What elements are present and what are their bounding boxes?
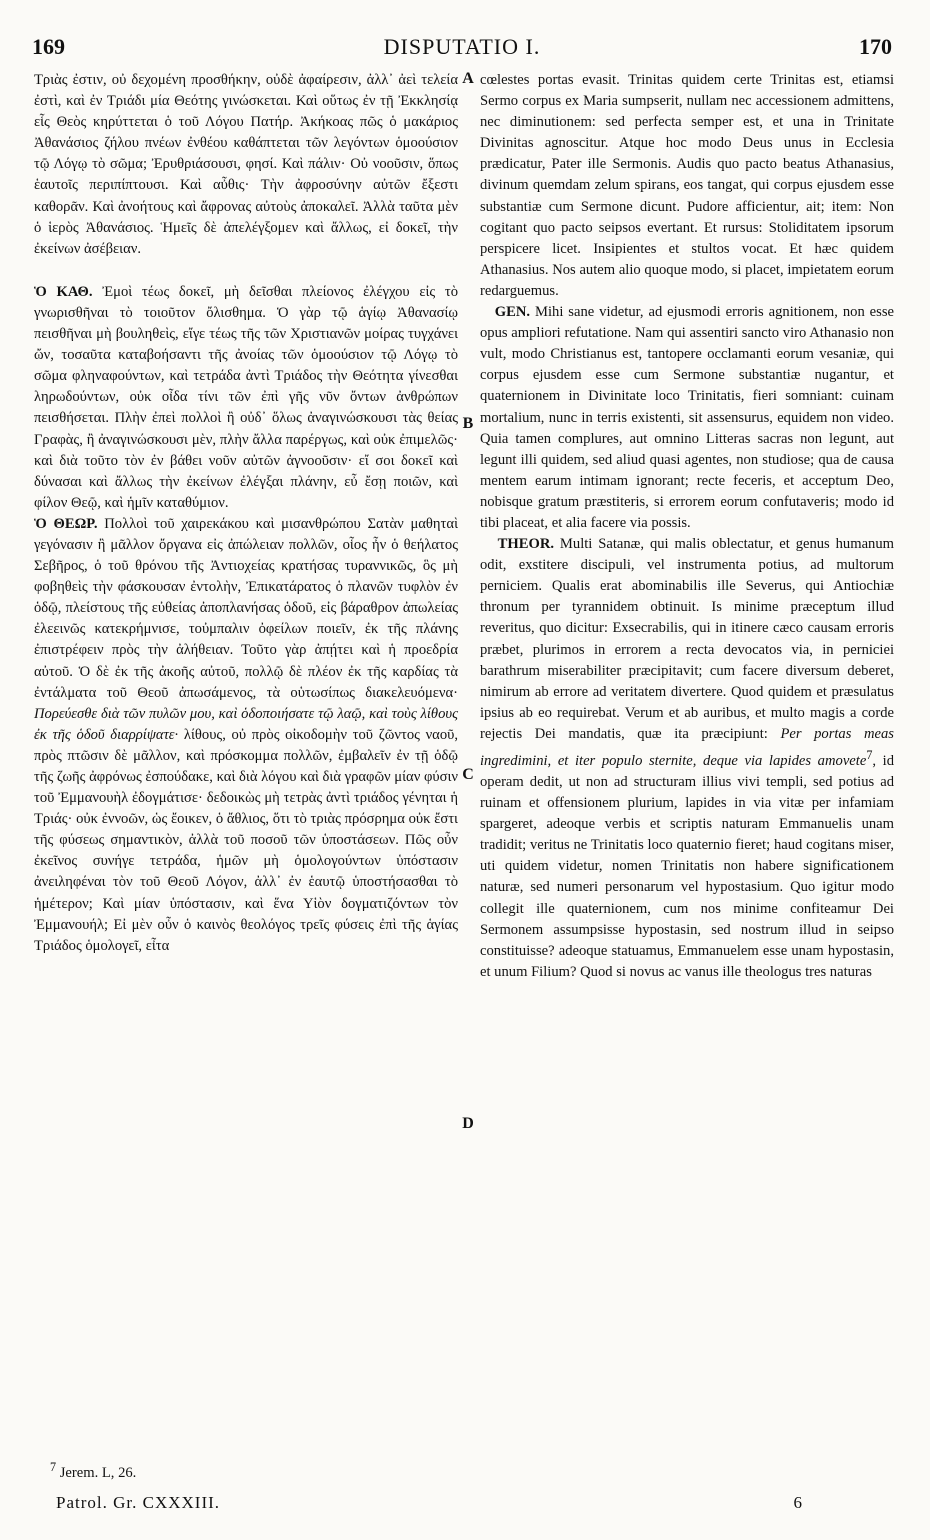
greek-speaker-theor: Ὁ ΘΕΩΡ. (34, 515, 98, 532)
page-number-right: 170 (859, 34, 892, 59)
greek-speaker-kath: Ὁ ΚΑΘ. (34, 283, 93, 300)
greek-column (34, 70, 458, 957)
greek-paragraph-2-text: Ἐμοὶ τέως δοκεῖ, μὴ δεῖσθαι πλείονος ἐλέγχου εἰς τὸ γνωρισθῆναι τὸ τοιοῦτον ὄλισθημα. Ὁ γὰρ τῷ ἁγίῳ Ἀθανασίῳ πεισθῆναι μὴ βουληθεὶς, εἴγε τέως τῆς τῶν Χριστιανῶν μοίρας τυγχάνει ὤν, τοσαῦτα καταβοήσαντι τῆς ἀνοίας τῶν ὁμοούσιον τῷ Λόγῳ τὸ σῶμα φληναφούντων, καὶ τετράδα ἀντὶ Τριάδος τὴν Θεότητα γίνεσθαι ληρωδούντων, οὐκ οἶδα τίνι τῶν ἐπὶ γῆς νῦν ὄντων ἀνθρώπων πεισθήσεται. Πλὴν ἐπεὶ πολλοὶ ἢ οὐδ᾽ ὅλως ἀναγινώσκουσι τὰς θείας Γραφὰς, ἢ ἀναγινώσκουσι μὲν, πλὴν ἄλλα παρέργως, καὶ οὐκ ἐπιμελῶς· καὶ διὰ τοῦτο τὸν ἐν βάθει νοῦν αὐτῶν ἀγνοοῦσιν· εἴ σοι δοκεῖ καὶ δύνασαι καὶ ἄλλως τὴν ἐκείνων ἐλέγξαι πλάνην, εὖ ἔσῃ ποιῶν, καὶ φίλον Θεῷ, καὶ ἡμῖν καταθύμιον. (34, 283, 458, 511)
latin-scripture-quote: Per portas meas ingredimini, et iter populo sternite, deque via lapides amovete (480, 725, 894, 769)
footer-sheet-number: 6 (793, 1493, 802, 1512)
greek-paragraph-3a-text: Πολλοὶ τοῦ χαιρεκάκου καὶ μισανθρώπου Σατὰν μαθηταὶ γεγόνασιν ἢ μᾶλλον ὄργανα εἰς ἀπώλειαν πολλῶν, οἷος ἦν ὁ θεήλατος Σεβῆρος, ὁ τοῦ θρόνου τῆς Ἀντιοχείας κρατήσας τυραννικῶς, ὃς μὴ φοβηθεὶς τὴν φάσκουσαν ἐντολὴν, Ἐπικατάρατος ὁ πλανῶν τυφλὸν ἐν ὁδῷ, πλείστους τῆς εὐθείας ἀποπλανήσας ὁδοῦ, εἰς βάραθρον ἀπωλείας ἐλεεινῶς κατεκρήμνισε, τοὐμπαλιν ὀφείλων ποιεῖν, ἐκ τῆς πλάνης ἐπιστρέφειν πρὸς τὴν ἀλήθειαν. Τοῦτο γὰρ ἀπῄτει καὶ ἡ προεδρία αὐτοῦ. Ὁ δὲ ἐκ τῆς ἀκοῆς αὐτοῦ, πολλῷ δὲ πλέον ἐκ τῆς καρδίας τὰ ἐντάλματα τοῦ Θεοῦ ἀπωσάμενος, τὰ οὑτωσίπως διακελευόμενα· (34, 515, 458, 701)
latin-paragraph-3 (480, 534, 894, 983)
greek-scripture-quote: Πορεύεσθε διὰ τῶν πυλῶν μου, καὶ ὁδοποιήσατε τῷ λαῷ, καὶ τοὺς λίθους ἐκ τῆς ὁδοῦ διαρρίψατε· (34, 705, 458, 743)
latin-paragraph-3b-text: , id operam dedit, ut non ad structuram illius vivi templi, sed potius ad ruinam et offensionem plurium, lapides in via vitæ per infamiam spargeret, adeoque verbis et scriptis naturam Emmanuelis unam tradidit; veritus ne Trinitatis loco quaternio fieret; haud cogitans miser, uti quidem videtur, nomen Trinitatis non habere significationem naturæ, sed numeri personarum vel hypostasium. Quo igitur modo collegit ille quaternionem, cum nos minime confiteamur Dei Sermonem assumpsisse hypostasin, sed nostrum illud in seipso constituisse? adeoque statuamus, Emmanuelem esse unam hypostasin, et unum Filium? Quod si novus ac vanus ille theologus tres naturas (480, 752, 895, 980)
latin-footnote-ref: 7 (866, 748, 873, 762)
latin-paragraph-2-text: Mihi sane videtur, ad ejusmodi erroris agnitionem, non esse opus ampliori refutatione. Nam qui assentiri sancto viro Athanasio non vult, modo Christianus est, tantopere occlamanti eorum vesaniæ, qui corpus ejusdem esse cum Sermone substantiæ nugantur, et quaternionem in Divinitate loco Trinitatis, fieri somniant: cuinam mortalium, nunc in terris existenti, sit assensurus, equidem non video. Quia tamen complures, aut omnino Litteras sacras non legunt, aut legunt illi quidem, sed aliud quasi agentes, non studiose; qua de causa mentem earum intimam ignorant; recte feceris, et acceptum Deo, nobisque gratum præstiteris, si errorem eorum confutaveris; modo id tibi placeat, et alia facere via possis. (480, 304, 894, 531)
footer-signature: Patrol. Gr. CXXXIII. (56, 1493, 221, 1512)
column-marker-c: C (462, 766, 474, 783)
latin-speaker-theor: THEOR. (497, 536, 555, 553)
page-number-left: 169 (32, 34, 65, 59)
column-marker-a: A (462, 70, 474, 87)
greek-paragraph-3 (34, 514, 458, 957)
column-marker-b: B (462, 415, 474, 432)
latin-paragraph-1: cœlestes portas evasit. Trinitas quidem certe Trinitas est, etiamsi Sermo corpus ex Maria sumpserit, nullam nec accessionem admittens, nec diminutionem: sed perfecta semper est, et una in Trinitate Divinitas agnoscitur. Atque hoc modo Deus unus in Ecclesia prædicatur, Pater ille Sermonis. Audis quo pacto beatus Athanasius, divinum quemdam zelum spirans, eos tangat, qui corpus ejusdem esse substantiæ cum Sermone dicunt. Pudore afficientur, ait; item: Non cogitant quo pacto seipsos evertant. Et rursus: Stoliditatem ipsorum perspicere licet. Insipientes et stultos vocat. Et hæc quidem Athanasius. Nos autem alio quoque modo, si placet, impietatem eorum redarguemus. (480, 72, 894, 299)
latin-paragraph-3a-text: Multi Satanæ, qui malis oblectatur, et genus humanum odit, exstitere discipuli, vel instrumenta potius, ad multorum perniciem. Qualis erat abominabilis ille Severus, qui Antiochiæ thronum per tyrannidem obtinuit. Is minime præceptum illud reveritus, quo dicitur: Exsecrabilis, qui in itinere cæco causam erroris præbet, plurimos in errorem a recta devocatos via, in perniciei barathrum miserabiliter præcipitavit; cum facere diversum deberet, nimirum ab errore ad veritatem divertere. Quod quidem et præsulatus ipsius ab eo requirebat. Verum et ab auribus, et multo magis a corde rejectis Dei mandatis, quæ ita præcipiunt: (480, 536, 894, 742)
running-header (32, 34, 892, 60)
greek-paragraph-2 (34, 282, 458, 514)
footnote-mark: 7 (50, 1460, 57, 1474)
latin-column (480, 70, 894, 983)
greek-paragraph-3b-text: λίθους, οὐ πρὸς οἰκοδομὴν τοῦ ζῶντος ναοῦ, πρὸς πτῶσιν δὲ μᾶλλον, καὶ πρόσκομμα πολλῶν, ἐμβαλεῖν ἐν τῇ ὁδῷ τῆς ζωῆς ἀφρόνως ἐσπούδακε, καὶ διὰ λόγου καὶ διὰ γραφῶν μίαν φύσιν τοῦ Ἐμμανουὴλ ἐδογμάτισε· δεδοικὼς μὴ τετρὰς ἀντὶ τριάδος γένηται ἡ Τριάς· οὐκ ἐννοῶν, ὡς ἔοικεν, ὁ ἄθλιος, ὅτι τὸ τριὰς πρόσρημα οὐκ ἔστι τῆς φύσεως σημαντικὸν, ἀλλὰ τοῦ ποσοῦ τῶν ὑποστάσεων. Πῶς οὖν ἐκεῖνος συνήγε τετράδα, ἡμῶν μὴ ὁμολογούντων ὑπόστασιν ἀνειληφέναι τὸν τοῦ Θεοῦ Λόγον, ἀλλ᾽ ἐν ἑαυτῷ ὑποστήσασθαι τὸ ἡμέτερον; Καὶ μίαν ὑπόστασιν, καὶ ἕνα Υἱὸν δογματιζόντων τὸν Ἐμμανουήλ; Εἰ μὲν οὖν ὁ καινὸς θεολόγος τρεῖς φύσεις ἐπὶ τῆς ἁγίας Τριάδος ὁμολογεῖ, εἶτα (34, 726, 459, 954)
latin-speaker-gen: GEN. (494, 304, 531, 321)
column-marker-d: D (462, 1115, 474, 1132)
greek-paragraph-1: Τριὰς ἐστιν, οὐ δεχομένη προσθήκην, οὐδὲ ἀφαίρεσιν, ἀλλ᾽ ἀεὶ τελεία ἐστὶ, καὶ ἐν Τριάδι μία Θεότης γινώσκεται. Καὶ οὕτως ἐν τῇ Ἐκκλησίᾳ εἷς Θεὸς κηρύττεται ὁ τοῦ Λόγου Πατήρ. Ἀκήκοας πῶς ὁ μακάριος Ἀθανάσιος ζήλου πνέων ἐνθέου καθάπτεται τῶν λεγόντων ὁμοούσιον τῷ Λόγῳ τὸ σῶμα; Ἐρυθριάσουσι, φησί. Καὶ πάλιν· Οὐ νοοῦσιν, ὅπως ἑαυτοῖς περιπίπτουσι. Καὶ αὖθις· Τὴν ἀφροσύνην αὐτῶν ἔξεστι καθορᾶν. Καὶ ἀνοήτους καὶ ἄφρονας αὐτοὺς ἀποκαλεῖ. Ἀλλὰ ταῦτα μὲν ὁ ἱερὸς Ἀθανάσιος. Ἡμεῖς δὲ ἀπελέγξομεν καὶ ἄλλως, εἰ δοκεῖ, τὴν ἐκείνων ἀσέβειαν. (34, 72, 458, 257)
footnote-text: Jerem. L, 26. (59, 1464, 137, 1481)
running-title: DISPUTATIO I. (383, 34, 541, 59)
latin-paragraph-2 (480, 302, 894, 534)
footnote (50, 1457, 136, 1483)
